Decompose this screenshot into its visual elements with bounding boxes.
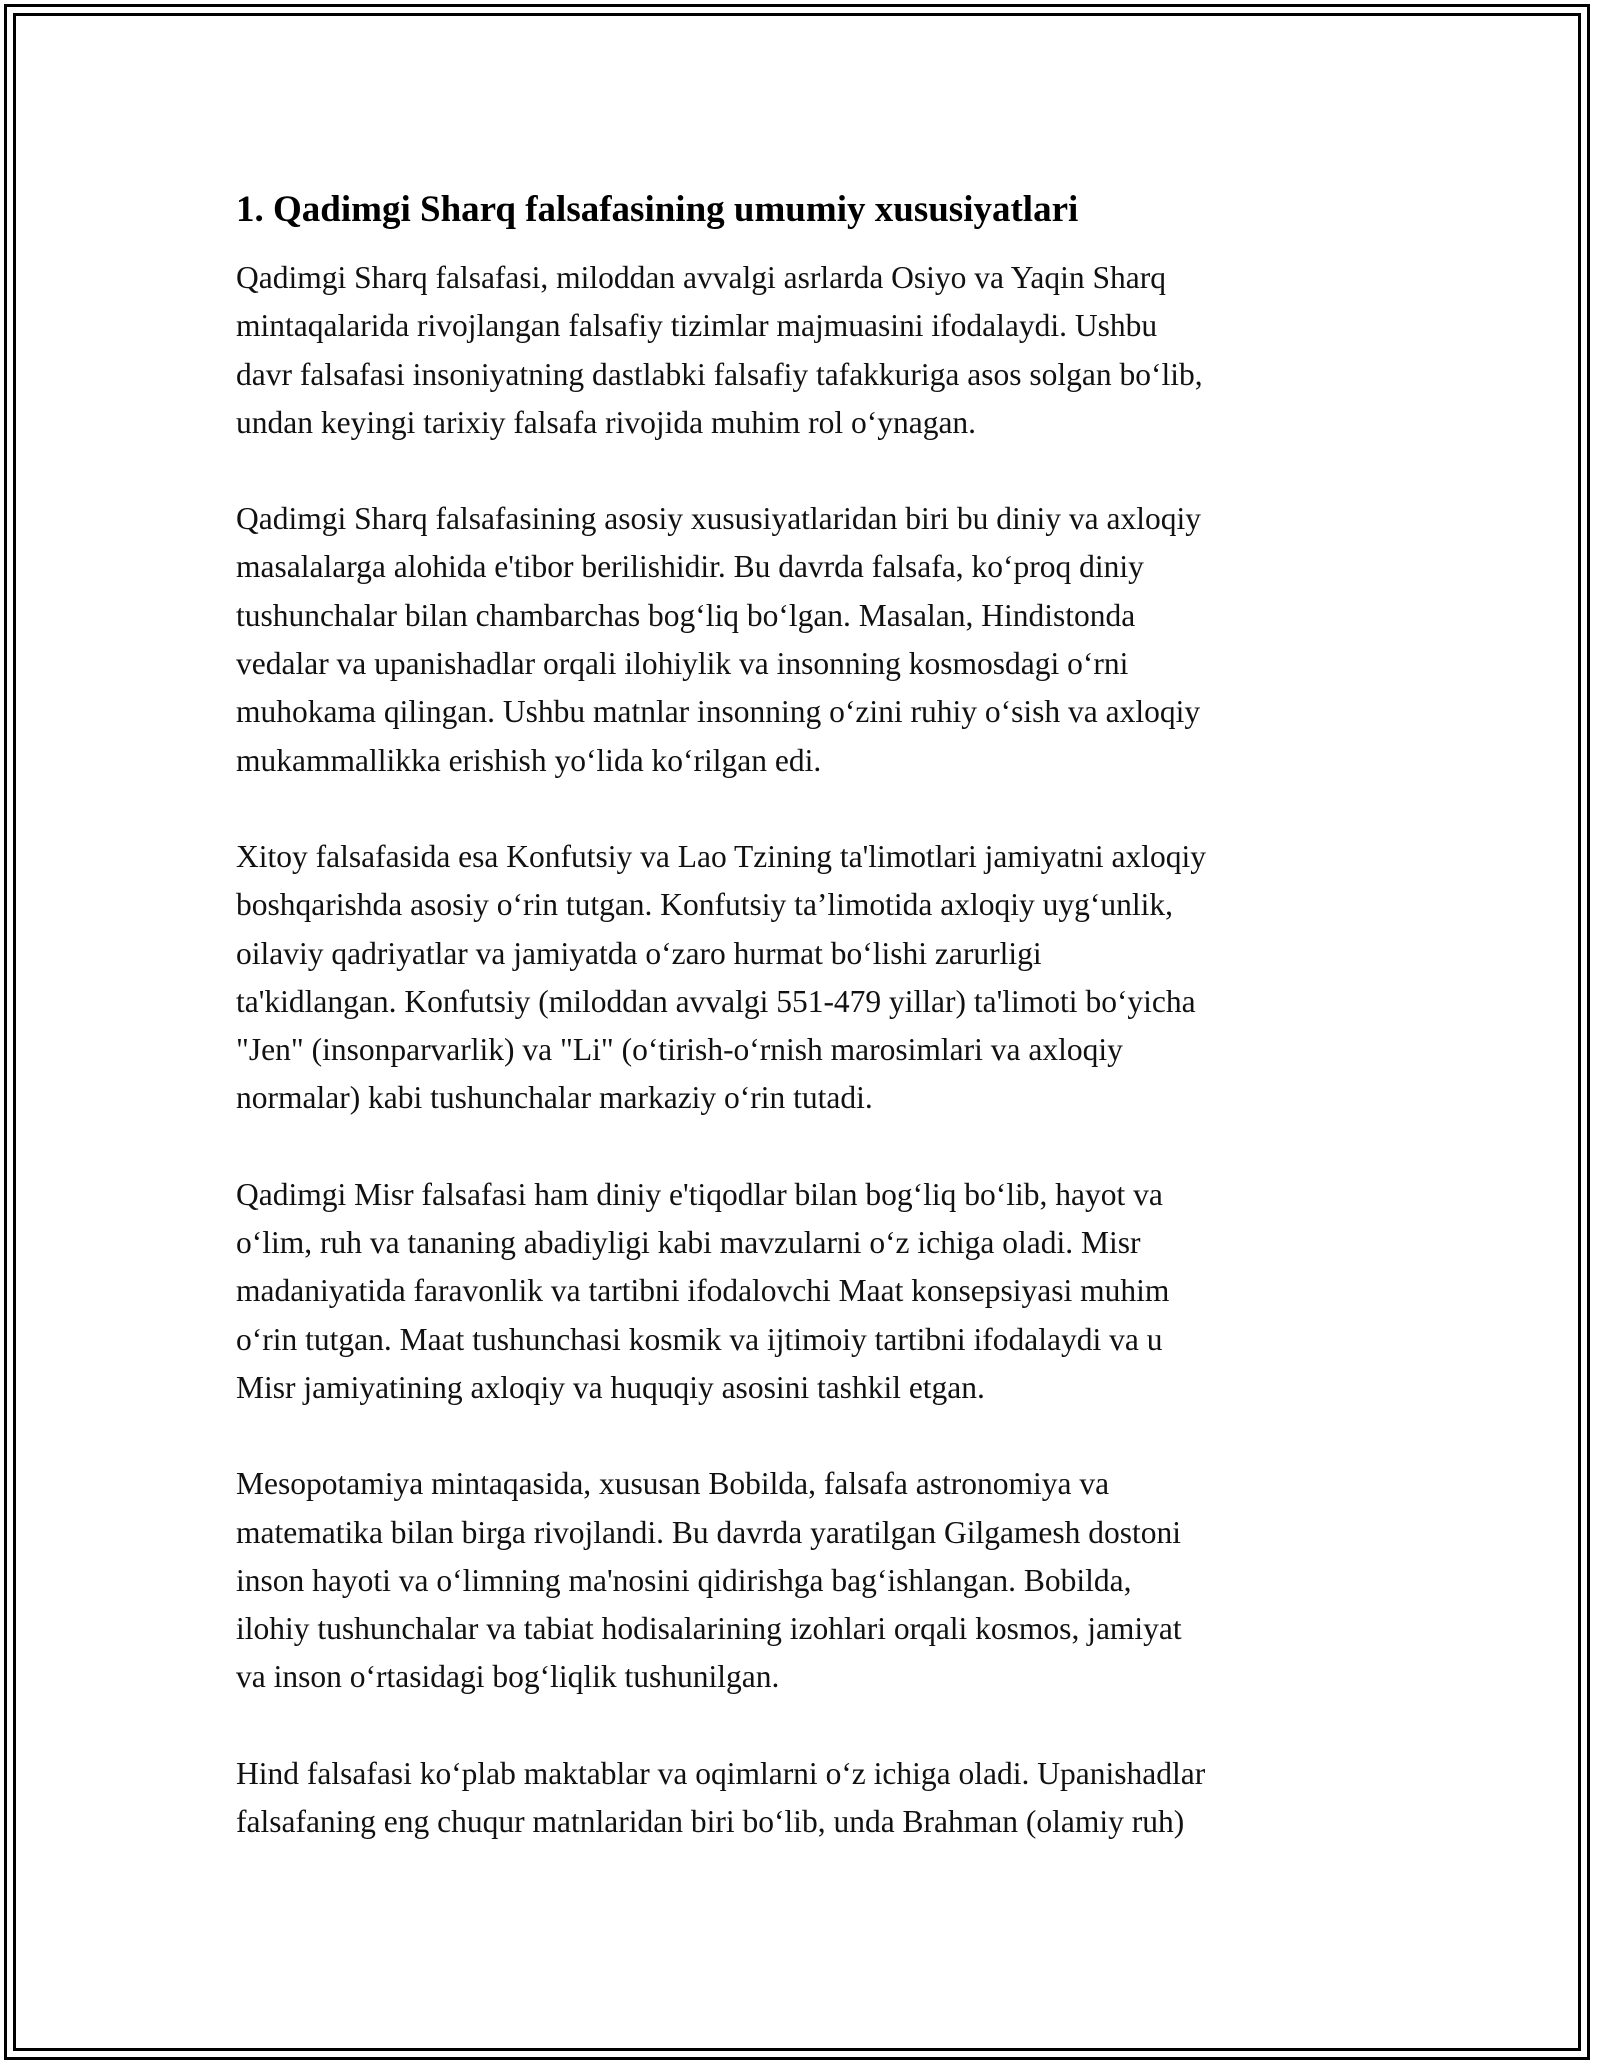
section-heading: 1. Qadimgi Sharq falsafasining umumiy xususiyatlari	[236, 189, 1079, 230]
text-line: Qadimgi Sharq falsafasining asosiy xususiyatlaridan biri bu diniy va axloqiy	[236, 501, 1201, 537]
text-line: undan keyingi tarixiy falsafa rivojida muhim rol o‘ynagan.	[236, 404, 977, 440]
text-line: ta'kidlangan. Konfutsiy (miloddan avvalgi 551-479 yillar) ta'limoti bo‘yicha	[236, 983, 1196, 1019]
text-line: inson hayoti va o‘limning ma'nosini qidirishga bag‘ishlangan. Bobilda,	[236, 1562, 1132, 1598]
text-line: Xitoy falsafasida esa Konfutsiy va Lao Tzining ta'limotlari jamiyatni axloqiy	[236, 838, 1206, 874]
text-line: muhokama qilingan. Ushbu matnlar insonning o‘zini ruhiy o‘sish va axloqiy	[236, 694, 1201, 730]
paragraph-religious-ethics	[236, 495, 1376, 785]
text-line: matematika bilan birga rivojlandi. Bu davrda yaratilgan Gilgamesh dostoni	[236, 1514, 1182, 1550]
text-line: Qadimgi Misr falsafasi ham diniy e'tiqodlar bilan bog‘liq bo‘lib, hayot va	[236, 1176, 1163, 1212]
document-body	[236, 186, 1376, 1894]
paragraph-mesopotamian-philosophy	[236, 1460, 1376, 1701]
paragraph-chinese-philosophy	[236, 833, 1376, 1123]
text-line: Mesopotamiya mintaqasida, xususan Bobilda, falsafa astronomiya va	[236, 1466, 1110, 1502]
text-line: falsafaning eng chuqur matnlaridan biri bo‘lib, unda Brahman (olamiy ruh)	[236, 1804, 1185, 1840]
text-line: mukammallikka erishish yo‘lida ko‘rilgan edi.	[236, 742, 822, 778]
text-line: mintaqalarida rivojlangan falsafiy tizimlar majmuasini ifodalaydi. Ushbu	[236, 308, 1158, 344]
text-line: "Jen" (insonparvarlik) va "Li" (o‘tirish-o‘rnish marosimlari va axloqiy	[236, 1032, 1123, 1068]
text-line: davr falsafasi insoniyatning dastlabki falsafiy tafakkuriga asos solgan bo‘lib,	[236, 356, 1203, 392]
text-line: ilohiy tushunchalar va tabiat hodisalarining izohlari orqali kosmos, jamiyat	[236, 1611, 1182, 1647]
text-line: Hind falsafasi ko‘plab maktablar va oqimlarni o‘z ichiga oladi. Upanishadlar	[236, 1755, 1206, 1791]
text-line: boshqarishda asosiy o‘rin tutgan. Konfutsiy ta’limotida axloqiy uyg‘unlik,	[236, 887, 1174, 923]
text-line: oilaviy qadriyatlar va jamiyatda o‘zaro hurmat bo‘lishi zarurligi	[236, 935, 1042, 971]
text-line: madaniyatida faravonlik va tartibni ifodalovchi Maat konsepsiyasi muhim	[236, 1273, 1170, 1309]
paragraph-egyptian-philosophy	[236, 1171, 1376, 1412]
text-line: va inson o‘rtasidagi bog‘liqlik tushunilgan.	[236, 1659, 780, 1695]
text-line: o‘lim, ruh va tananing abadiyligi kabi mavzularni o‘z ichiga oladi. Misr	[236, 1225, 1141, 1261]
text-line: masalalarga alohida e'tibor berilishidir. Bu davrda falsafa, ko‘proq diniy	[236, 549, 1144, 585]
text-line: Misr jamiyatining axloqiy va huquqiy asosini tashkil etgan.	[236, 1369, 985, 1405]
text-line: o‘rin tutgan. Maat tushunchasi kosmik va ijtimoiy tartibni ifodalaydi va u	[236, 1321, 1163, 1357]
text-line: tushunchalar bilan chambarchas bog‘liq bo‘lgan. Masalan, Hindistonda	[236, 597, 1136, 633]
text-line: normalar) kabi tushunchalar markaziy o‘rin tutadi.	[236, 1080, 873, 1116]
text-line: Qadimgi Sharq falsafasi, miloddan avvalgi asrlarda Osiyo va Yaqin Sharq	[236, 260, 1166, 295]
paragraph-intro	[236, 254, 1376, 447]
paragraph-indian-philosophy	[236, 1750, 1376, 1847]
text-line: vedalar va upanishadlar orqali ilohiylik va insonning kosmosdagi o‘rni	[236, 646, 1129, 682]
